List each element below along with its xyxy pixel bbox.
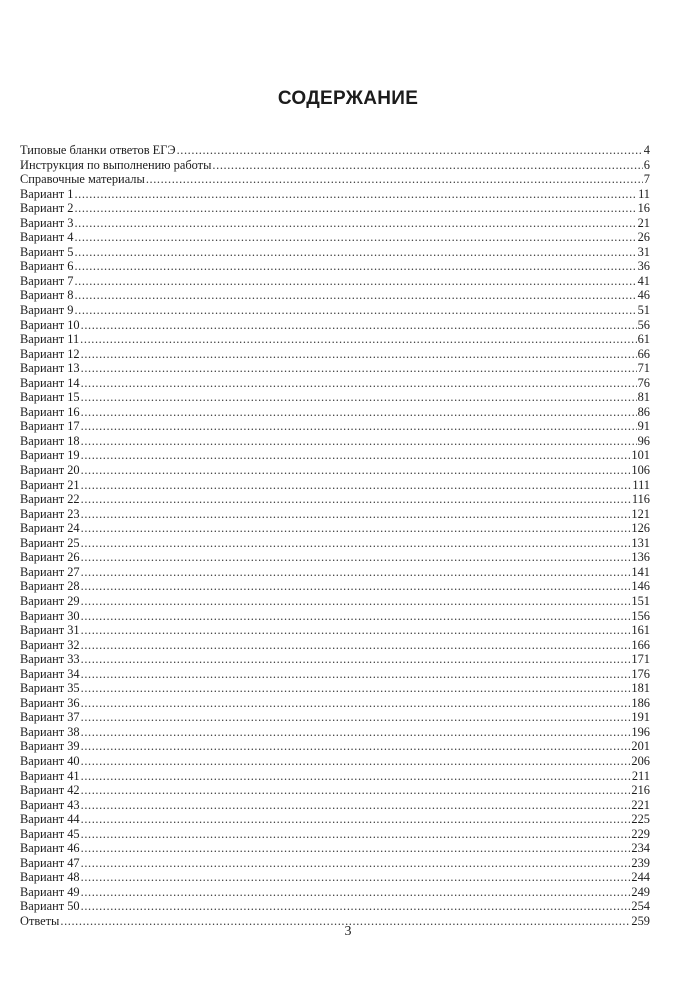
dot-leader bbox=[81, 812, 631, 827]
toc-entry bbox=[20, 187, 650, 202]
toc-entry-page: 71 bbox=[637, 361, 650, 376]
toc-entry-label: Вариант 6 bbox=[20, 259, 74, 274]
toc-entry bbox=[20, 274, 650, 289]
toc-entry bbox=[20, 448, 650, 463]
toc-entry-label: Вариант 22 bbox=[20, 492, 80, 507]
toc-entry-label: Вариант 26 bbox=[20, 550, 80, 565]
toc-entry-label: Вариант 27 bbox=[20, 564, 80, 579]
toc-entry-page: 161 bbox=[631, 623, 650, 638]
dot-leader bbox=[81, 507, 631, 522]
toc-entry bbox=[20, 507, 650, 522]
dot-leader bbox=[81, 885, 631, 900]
dot-leader bbox=[81, 361, 637, 376]
toc-entry bbox=[20, 434, 650, 449]
table-of-contents bbox=[20, 143, 650, 929]
toc-entry-page: 116 bbox=[631, 492, 650, 507]
toc-entry bbox=[20, 405, 650, 420]
toc-entry-label: Вариант 33 bbox=[20, 652, 80, 667]
toc-entry bbox=[20, 158, 650, 173]
dot-leader bbox=[81, 710, 631, 725]
toc-entry-label: Вариант 8 bbox=[20, 288, 74, 303]
toc-entry-page: 41 bbox=[637, 273, 650, 288]
toc-entry-label: Справочные материалы bbox=[20, 172, 145, 187]
toc-entry-label: Вариант 15 bbox=[20, 390, 80, 405]
dot-leader bbox=[81, 390, 637, 405]
toc-entry-label: Вариант 11 bbox=[20, 332, 80, 347]
toc-entry bbox=[20, 492, 650, 507]
toc-entry-page: 201 bbox=[631, 739, 650, 754]
toc-entry-label: Вариант 31 bbox=[20, 623, 80, 638]
toc-entry-label: Вариант 38 bbox=[20, 724, 80, 739]
page-title: СОДЕРЖАНИЕ bbox=[277, 88, 419, 109]
dot-leader bbox=[81, 827, 631, 842]
toc-entry-label: Вариант 30 bbox=[20, 608, 80, 623]
toc-entry-label: Вариант 28 bbox=[20, 579, 80, 594]
toc-entry bbox=[20, 609, 650, 624]
toc-entry-label: Вариант 34 bbox=[20, 666, 80, 681]
toc-entry-page: 146 bbox=[631, 579, 650, 594]
toc-entry-label: Вариант 35 bbox=[20, 681, 80, 696]
toc-entry bbox=[20, 754, 650, 769]
dot-leader bbox=[74, 230, 636, 245]
toc-entry-page: 86 bbox=[637, 404, 650, 419]
dot-leader bbox=[74, 259, 636, 274]
toc-entry-label: Вариант 40 bbox=[20, 753, 80, 768]
toc-entry-page: 181 bbox=[631, 681, 650, 696]
toc-entry-page: 196 bbox=[631, 724, 650, 739]
dot-leader bbox=[81, 841, 631, 856]
toc-entry-label: Вариант 29 bbox=[20, 593, 80, 608]
toc-entry-label: Вариант 41 bbox=[20, 768, 80, 783]
toc-entry bbox=[20, 841, 650, 856]
toc-entry bbox=[20, 143, 650, 158]
toc-entry-label: Ответы bbox=[20, 913, 60, 928]
toc-entry bbox=[20, 536, 650, 551]
dot-leader bbox=[74, 187, 637, 202]
toc-entry-label: Вариант 16 bbox=[20, 404, 80, 419]
toc-entry-page: 26 bbox=[637, 230, 650, 245]
toc-entry-page: 225 bbox=[631, 812, 650, 827]
toc-entry-page: 4 bbox=[643, 143, 650, 157]
toc-entry-page: 156 bbox=[631, 608, 650, 623]
toc-entry-page: 16 bbox=[637, 201, 650, 216]
dot-leader bbox=[81, 681, 631, 696]
toc-entry bbox=[20, 550, 650, 565]
dot-leader bbox=[74, 216, 636, 231]
toc-entry bbox=[20, 521, 650, 536]
toc-entry bbox=[20, 419, 650, 434]
toc-entry bbox=[20, 332, 650, 347]
toc-entry-label: Вариант 4 bbox=[20, 230, 74, 245]
toc-entry-page: 254 bbox=[631, 899, 650, 914]
dot-leader bbox=[81, 783, 631, 798]
toc-entry-page: 239 bbox=[631, 855, 650, 870]
dot-leader bbox=[81, 434, 637, 449]
dot-leader bbox=[81, 667, 631, 682]
toc-entry bbox=[20, 812, 650, 827]
toc-entry bbox=[20, 667, 650, 682]
toc-entry bbox=[20, 696, 650, 711]
toc-entry-page: 51 bbox=[637, 303, 650, 318]
toc-entry bbox=[20, 827, 650, 842]
dot-leader bbox=[81, 376, 637, 391]
toc-entry bbox=[20, 870, 650, 885]
dot-leader bbox=[81, 448, 631, 463]
toc-entry-page: 141 bbox=[631, 564, 650, 579]
toc-entry bbox=[20, 710, 650, 725]
dot-leader bbox=[81, 856, 631, 871]
toc-entry-label: Вариант 9 bbox=[20, 303, 74, 318]
toc-entry bbox=[20, 652, 650, 667]
dot-leader bbox=[81, 623, 631, 638]
toc-entry bbox=[20, 230, 650, 245]
toc-entry bbox=[20, 594, 650, 609]
toc-entry bbox=[20, 725, 650, 740]
toc-entry-label: Вариант 44 bbox=[20, 812, 80, 827]
dot-leader bbox=[81, 579, 631, 594]
dot-leader bbox=[81, 609, 631, 624]
toc-entry-page: 56 bbox=[637, 317, 650, 332]
toc-entry-page: 36 bbox=[637, 259, 650, 274]
toc-entry-label: Вариант 37 bbox=[20, 710, 80, 725]
dot-leader bbox=[212, 158, 642, 173]
toc-entry-page: 106 bbox=[631, 463, 650, 478]
toc-entry-page: 191 bbox=[631, 710, 650, 725]
toc-entry-label: Вариант 19 bbox=[20, 448, 80, 463]
toc-entry bbox=[20, 681, 650, 696]
toc-entry bbox=[20, 623, 650, 638]
toc-entry bbox=[20, 856, 650, 871]
toc-entry-page: 96 bbox=[637, 433, 650, 448]
toc-entry bbox=[20, 303, 650, 318]
toc-entry-page: 91 bbox=[637, 419, 650, 434]
toc-entry-page: 101 bbox=[631, 448, 650, 463]
toc-entry-label: Вариант 5 bbox=[20, 244, 74, 259]
toc-entry-page: 131 bbox=[631, 535, 650, 550]
toc-entry bbox=[20, 579, 650, 594]
dot-leader bbox=[81, 550, 631, 565]
dot-leader bbox=[74, 274, 636, 289]
dot-leader bbox=[81, 536, 631, 551]
toc-entry-page: 176 bbox=[631, 666, 650, 681]
dot-leader bbox=[81, 478, 632, 493]
dot-leader bbox=[81, 594, 631, 609]
dot-leader bbox=[81, 899, 631, 914]
dot-leader bbox=[81, 769, 631, 784]
dot-leader bbox=[81, 405, 637, 420]
toc-entry bbox=[20, 361, 650, 376]
toc-entry-label: Вариант 13 bbox=[20, 361, 80, 376]
toc-entry-page: 171 bbox=[631, 652, 650, 667]
dot-leader bbox=[81, 318, 637, 333]
page-number: 3 bbox=[344, 924, 352, 939]
toc-entry-page: 126 bbox=[631, 521, 650, 536]
toc-entry-page: 259 bbox=[631, 913, 650, 928]
toc-entry-label: Вариант 2 bbox=[20, 201, 74, 216]
dot-leader bbox=[146, 172, 643, 187]
toc-entry bbox=[20, 245, 650, 260]
toc-entry bbox=[20, 347, 650, 362]
toc-entry-label: Вариант 39 bbox=[20, 739, 80, 754]
toc-entry-label: Вариант 1 bbox=[20, 186, 74, 201]
toc-entry-label: Вариант 20 bbox=[20, 463, 80, 478]
toc-entry-label: Вариант 24 bbox=[20, 521, 80, 536]
toc-entry-label: Вариант 17 bbox=[20, 419, 80, 434]
toc-entry-page: 249 bbox=[631, 884, 650, 899]
toc-entry-page: 111 bbox=[632, 477, 650, 492]
toc-entry-page: 66 bbox=[637, 346, 650, 361]
toc-entry bbox=[20, 769, 650, 784]
toc-entry-page: 229 bbox=[631, 826, 650, 841]
toc-entry bbox=[20, 565, 650, 580]
toc-entry-page: 136 bbox=[631, 550, 650, 565]
toc-entry-label: Вариант 43 bbox=[20, 797, 80, 812]
toc-entry-label: Вариант 50 bbox=[20, 899, 80, 914]
toc-entry bbox=[20, 478, 650, 493]
dot-leader bbox=[81, 739, 631, 754]
toc-entry-label: Вариант 49 bbox=[20, 884, 80, 899]
dot-leader bbox=[81, 638, 631, 653]
toc-entry bbox=[20, 798, 650, 813]
toc-entry-label: Вариант 32 bbox=[20, 637, 80, 652]
dot-leader bbox=[74, 288, 636, 303]
toc-entry-page: 121 bbox=[631, 506, 650, 521]
toc-entry bbox=[20, 463, 650, 478]
toc-entry-page: 81 bbox=[637, 390, 650, 405]
dot-leader bbox=[81, 870, 631, 885]
toc-entry-page: 166 bbox=[631, 637, 650, 652]
dot-leader bbox=[81, 696, 631, 711]
toc-entry bbox=[20, 783, 650, 798]
toc-entry-page: 76 bbox=[637, 375, 650, 390]
dot-leader bbox=[81, 798, 631, 813]
dot-leader bbox=[74, 303, 636, 318]
toc-entry bbox=[20, 638, 650, 653]
dot-leader bbox=[80, 332, 636, 347]
toc-entry-label: Вариант 36 bbox=[20, 695, 80, 710]
toc-entry bbox=[20, 318, 650, 333]
toc-entry-page: 61 bbox=[637, 332, 650, 347]
toc-entry-page: 211 bbox=[631, 768, 650, 783]
toc-entry bbox=[20, 172, 650, 187]
toc-entry-page: 244 bbox=[631, 870, 650, 885]
toc-entry-label: Инструкция по выполнению работы bbox=[20, 157, 212, 172]
dot-leader bbox=[74, 245, 636, 260]
toc-entry bbox=[20, 259, 650, 274]
toc-entry bbox=[20, 885, 650, 900]
dot-leader bbox=[81, 652, 631, 667]
toc-entry-label: Вариант 25 bbox=[20, 535, 80, 550]
toc-entry-page: 221 bbox=[631, 797, 650, 812]
dot-leader bbox=[177, 143, 643, 158]
toc-entry-label: Вариант 21 bbox=[20, 477, 80, 492]
toc-entry-page: 216 bbox=[631, 783, 650, 798]
toc-entry-label: Вариант 14 bbox=[20, 375, 80, 390]
dot-leader bbox=[74, 201, 636, 216]
dot-leader bbox=[81, 492, 631, 507]
toc-entry-label: Вариант 42 bbox=[20, 783, 80, 798]
toc-entry-page: 234 bbox=[631, 841, 650, 856]
toc-entry bbox=[20, 899, 650, 914]
dot-leader bbox=[81, 463, 631, 478]
dot-leader bbox=[81, 419, 637, 434]
toc-entry-label: Вариант 46 bbox=[20, 841, 80, 856]
toc-entry bbox=[20, 288, 650, 303]
toc-entry bbox=[20, 390, 650, 405]
toc-entry-label: Вариант 47 bbox=[20, 855, 80, 870]
toc-entry bbox=[20, 376, 650, 391]
toc-entry-label: Вариант 48 bbox=[20, 870, 80, 885]
toc-entry-page: 7 bbox=[643, 172, 650, 187]
toc-entry-page: 186 bbox=[631, 695, 650, 710]
toc-entry-page: 6 bbox=[643, 157, 650, 172]
toc-entry-page: 151 bbox=[631, 593, 650, 608]
toc-entry bbox=[20, 216, 650, 231]
toc-entry-label: Вариант 10 bbox=[20, 317, 80, 332]
dot-leader bbox=[81, 347, 637, 362]
toc-entry-page: 31 bbox=[637, 244, 650, 259]
toc-entry-page: 206 bbox=[631, 753, 650, 768]
toc-entry bbox=[20, 201, 650, 216]
toc-entry bbox=[20, 739, 650, 754]
dot-leader bbox=[81, 754, 631, 769]
toc-entry-label: Вариант 23 bbox=[20, 506, 80, 521]
toc-entry-label: Вариант 3 bbox=[20, 215, 74, 230]
dot-leader bbox=[81, 565, 631, 580]
toc-entry-label: Вариант 45 bbox=[20, 826, 80, 841]
toc-entry-page: 21 bbox=[637, 215, 650, 230]
dot-leader bbox=[81, 725, 631, 740]
toc-entry-label: Вариант 7 bbox=[20, 273, 74, 288]
toc-entry-label: Типовые бланки ответов ЕГЭ bbox=[20, 143, 176, 157]
toc-entry-label: Вариант 18 bbox=[20, 433, 80, 448]
toc-entry-page: 11 bbox=[638, 186, 650, 201]
toc-entry-label: Вариант 12 bbox=[20, 346, 80, 361]
dot-leader bbox=[81, 521, 631, 536]
toc-entry-page: 46 bbox=[637, 288, 650, 303]
